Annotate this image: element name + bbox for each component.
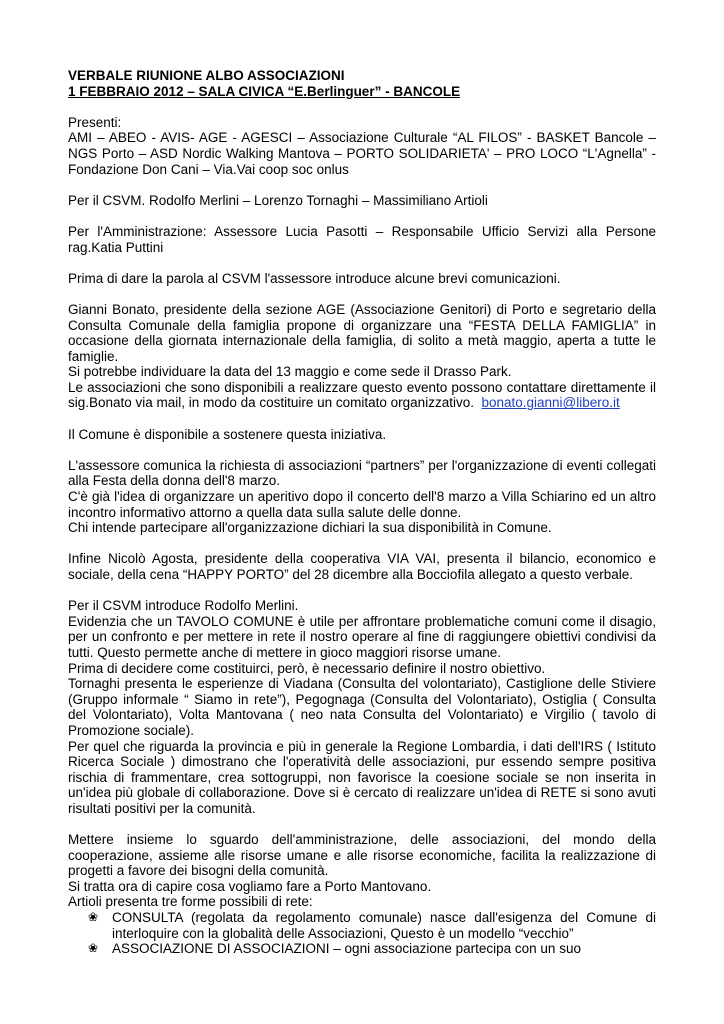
comune-paragraph: Il Comune è disponibile a sostenere questa iniziativa. bbox=[68, 426, 387, 442]
bonato-paragraph-3 bbox=[68, 380, 656, 411]
bonato-paragraph-2: Si potrebbe individuare la data del 13 maggio e come sede il Drasso Park. bbox=[68, 364, 512, 380]
assessore-paragraph-1: L'assessore comunica la richiesta di associazioni “partners” per l'organizzazione di eventi collegati alla Festa della donna dell'8 marzo. bbox=[68, 457, 656, 489]
assessore-section bbox=[68, 458, 656, 536]
presenti-section bbox=[68, 115, 656, 177]
merlini-paragraph-3: Prima di decidere come costituirci, però, è necessario definire il nostro obiettivo. bbox=[68, 660, 546, 676]
insieme-section bbox=[68, 832, 656, 910]
list-item bbox=[68, 941, 656, 957]
forme-rete-list bbox=[68, 910, 656, 957]
bonato-contact-text: Le associazioni che sono disponibili a realizzare questo evento possono contattare direttamente il sig.Bonato via mail, in modo da costituire un comitato organizzativo. bbox=[68, 379, 656, 411]
insieme-paragraph-1: Mettere insieme lo sguardo dell'amministrazione, delle associazioni, del mondo della cooperazione, assieme alle risorse umane e alle risorse economiche, facilita la realizzazione di progetti a favore dei bisogni della comunità. bbox=[68, 832, 656, 879]
assessore-paragraph-3: Chi intende partecipare all'organizzazione dichiari la sua disponibilità in Comune. bbox=[68, 520, 552, 536]
presenti-list: AMI – ABEO - AVIS- AGE - AGESCI – Associazione Culturale “AL FILOS” - BASKET Bancole – NGS Porto – ASD Nordic Walking Mantova – PORTO SOLIDARIETA' – PRO LOCO “L'Agnella” - Fondazione Don Cani – Via.Vai coop soc onlus bbox=[68, 130, 656, 177]
insieme-paragraph-3: Artioli presenta tre forme possibili di rete: bbox=[68, 894, 313, 910]
bonato-paragraph-1: Gianni Bonato, presidente della sezione AGE (Associazione Genitori) di Porto e segretario della Consulta Comunale della famiglia propone di organizzare una “FESTA DELLA FAMIGLIA” in occasione della giornata internazionale della famiglia, di solito a metà maggio, aperta a tutte le famiglie. bbox=[68, 301, 656, 364]
assessore-paragraph-2: C'è già l'idea di organizzare un aperitivo dopo il concerto dell'8 marzo a Villa Schiarino ed un altro incontro informativo attorno a quella data sulla salute delle donne. bbox=[68, 489, 656, 520]
list-item bbox=[68, 910, 656, 941]
merlini-paragraph-2: Evidenzia che un TAVOLO COMUNE è utile per affrontare problematiche comuni come il disagio, per un confronto e per mettere in rete il nostro operare al fine di raggiungere obiettivi condivisi da tutti. Questo permette anche di mettere in gioco maggiori risorse umane. bbox=[68, 613, 656, 660]
bonato-section bbox=[68, 302, 656, 411]
amministrazione-attendees: Per l'Amministrazione: Assessore Lucia Pasotti – Responsabile Ufficio Servizi alla Persone rag.Katia Puttini bbox=[68, 223, 656, 255]
document-title-line1: VERBALE RIUNIONE ALBO ASSOCIAZIONI bbox=[68, 68, 345, 83]
merlini-paragraph-5: Per quel che riguarda la provincia e più in generale la Regione Lombardia, i dati dell'IRS ( Istituto Ricerca Sociale ) dimostrano che l'operatività delle associazioni, pur essendo sempre positiva rischia di frammentare, crea sottogruppi, non favorisce la coesione sociale se non inserita in un'idea più globale di collaborazione. Dove si è cercato di realizzare un'idea di RETE si sono avuti risultati positivi per la comunità. bbox=[68, 738, 656, 816]
document-title-line2: 1 FEBBRAIO 2012 – SALA CIVICA “E.Berlinguer” - BANCOLE bbox=[68, 83, 461, 99]
ornament-bullet-icon: ❀ bbox=[88, 941, 99, 956]
csvm-attendees: Per il CSVM. Rodolfo Merlini – Lorenzo Tornaghi – Massimiliano Artioli bbox=[68, 192, 488, 208]
list-item-text: CONSULTA (regolata da regolamento comunale) nasce dall'esigenza del Comune di interloquire con la globalità delle Associazioni, Questo è un modello “vecchio” bbox=[112, 910, 656, 941]
bonato-email-link[interactable]: bonato.gianni@libero.it bbox=[481, 395, 620, 411]
presenti-label: Presenti: bbox=[68, 114, 122, 130]
merlini-section bbox=[68, 598, 656, 816]
agosta-paragraph: Infine Nicolò Agosta, presidente della cooperativa VIA VAI, presenta il bilancio, economico e sociale, della cena “HAPPY PORTO” del 28 dicembre alla Bocciofila allegato a questo verbale. bbox=[68, 551, 656, 582]
intro-paragraph: Prima di dare la parola al CSVM l'assessore introduce alcune brevi comunicazioni. bbox=[68, 270, 561, 286]
merlini-paragraph-4: Tornaghi presenta le esperienze di Viadana (Consulta del volontariato), Castiglione delle Stiviere (Gruppo informale “ Siamo in rete”), Pegognaga (Consulta del Volontariato), Ostiglia ( Consulta del Volontariato), Volta Mantovana ( neo nata Consulta del Volontariato) e Virgilio ( tavolo di Promozione sociale). bbox=[68, 676, 656, 738]
list-item-text: ASSOCIAZIONE DI ASSOCIAZIONI – ogni associazione partecipa con un suo bbox=[112, 941, 581, 957]
merlini-paragraph-1: Per il CSVM introduce Rodolfo Merlini. bbox=[68, 598, 299, 614]
document-page bbox=[68, 68, 656, 957]
ornament-bullet-icon: ❀ bbox=[88, 910, 99, 925]
insieme-paragraph-2: Si tratta ora di capire cosa vogliamo fare a Porto Mantovano. bbox=[68, 878, 432, 894]
